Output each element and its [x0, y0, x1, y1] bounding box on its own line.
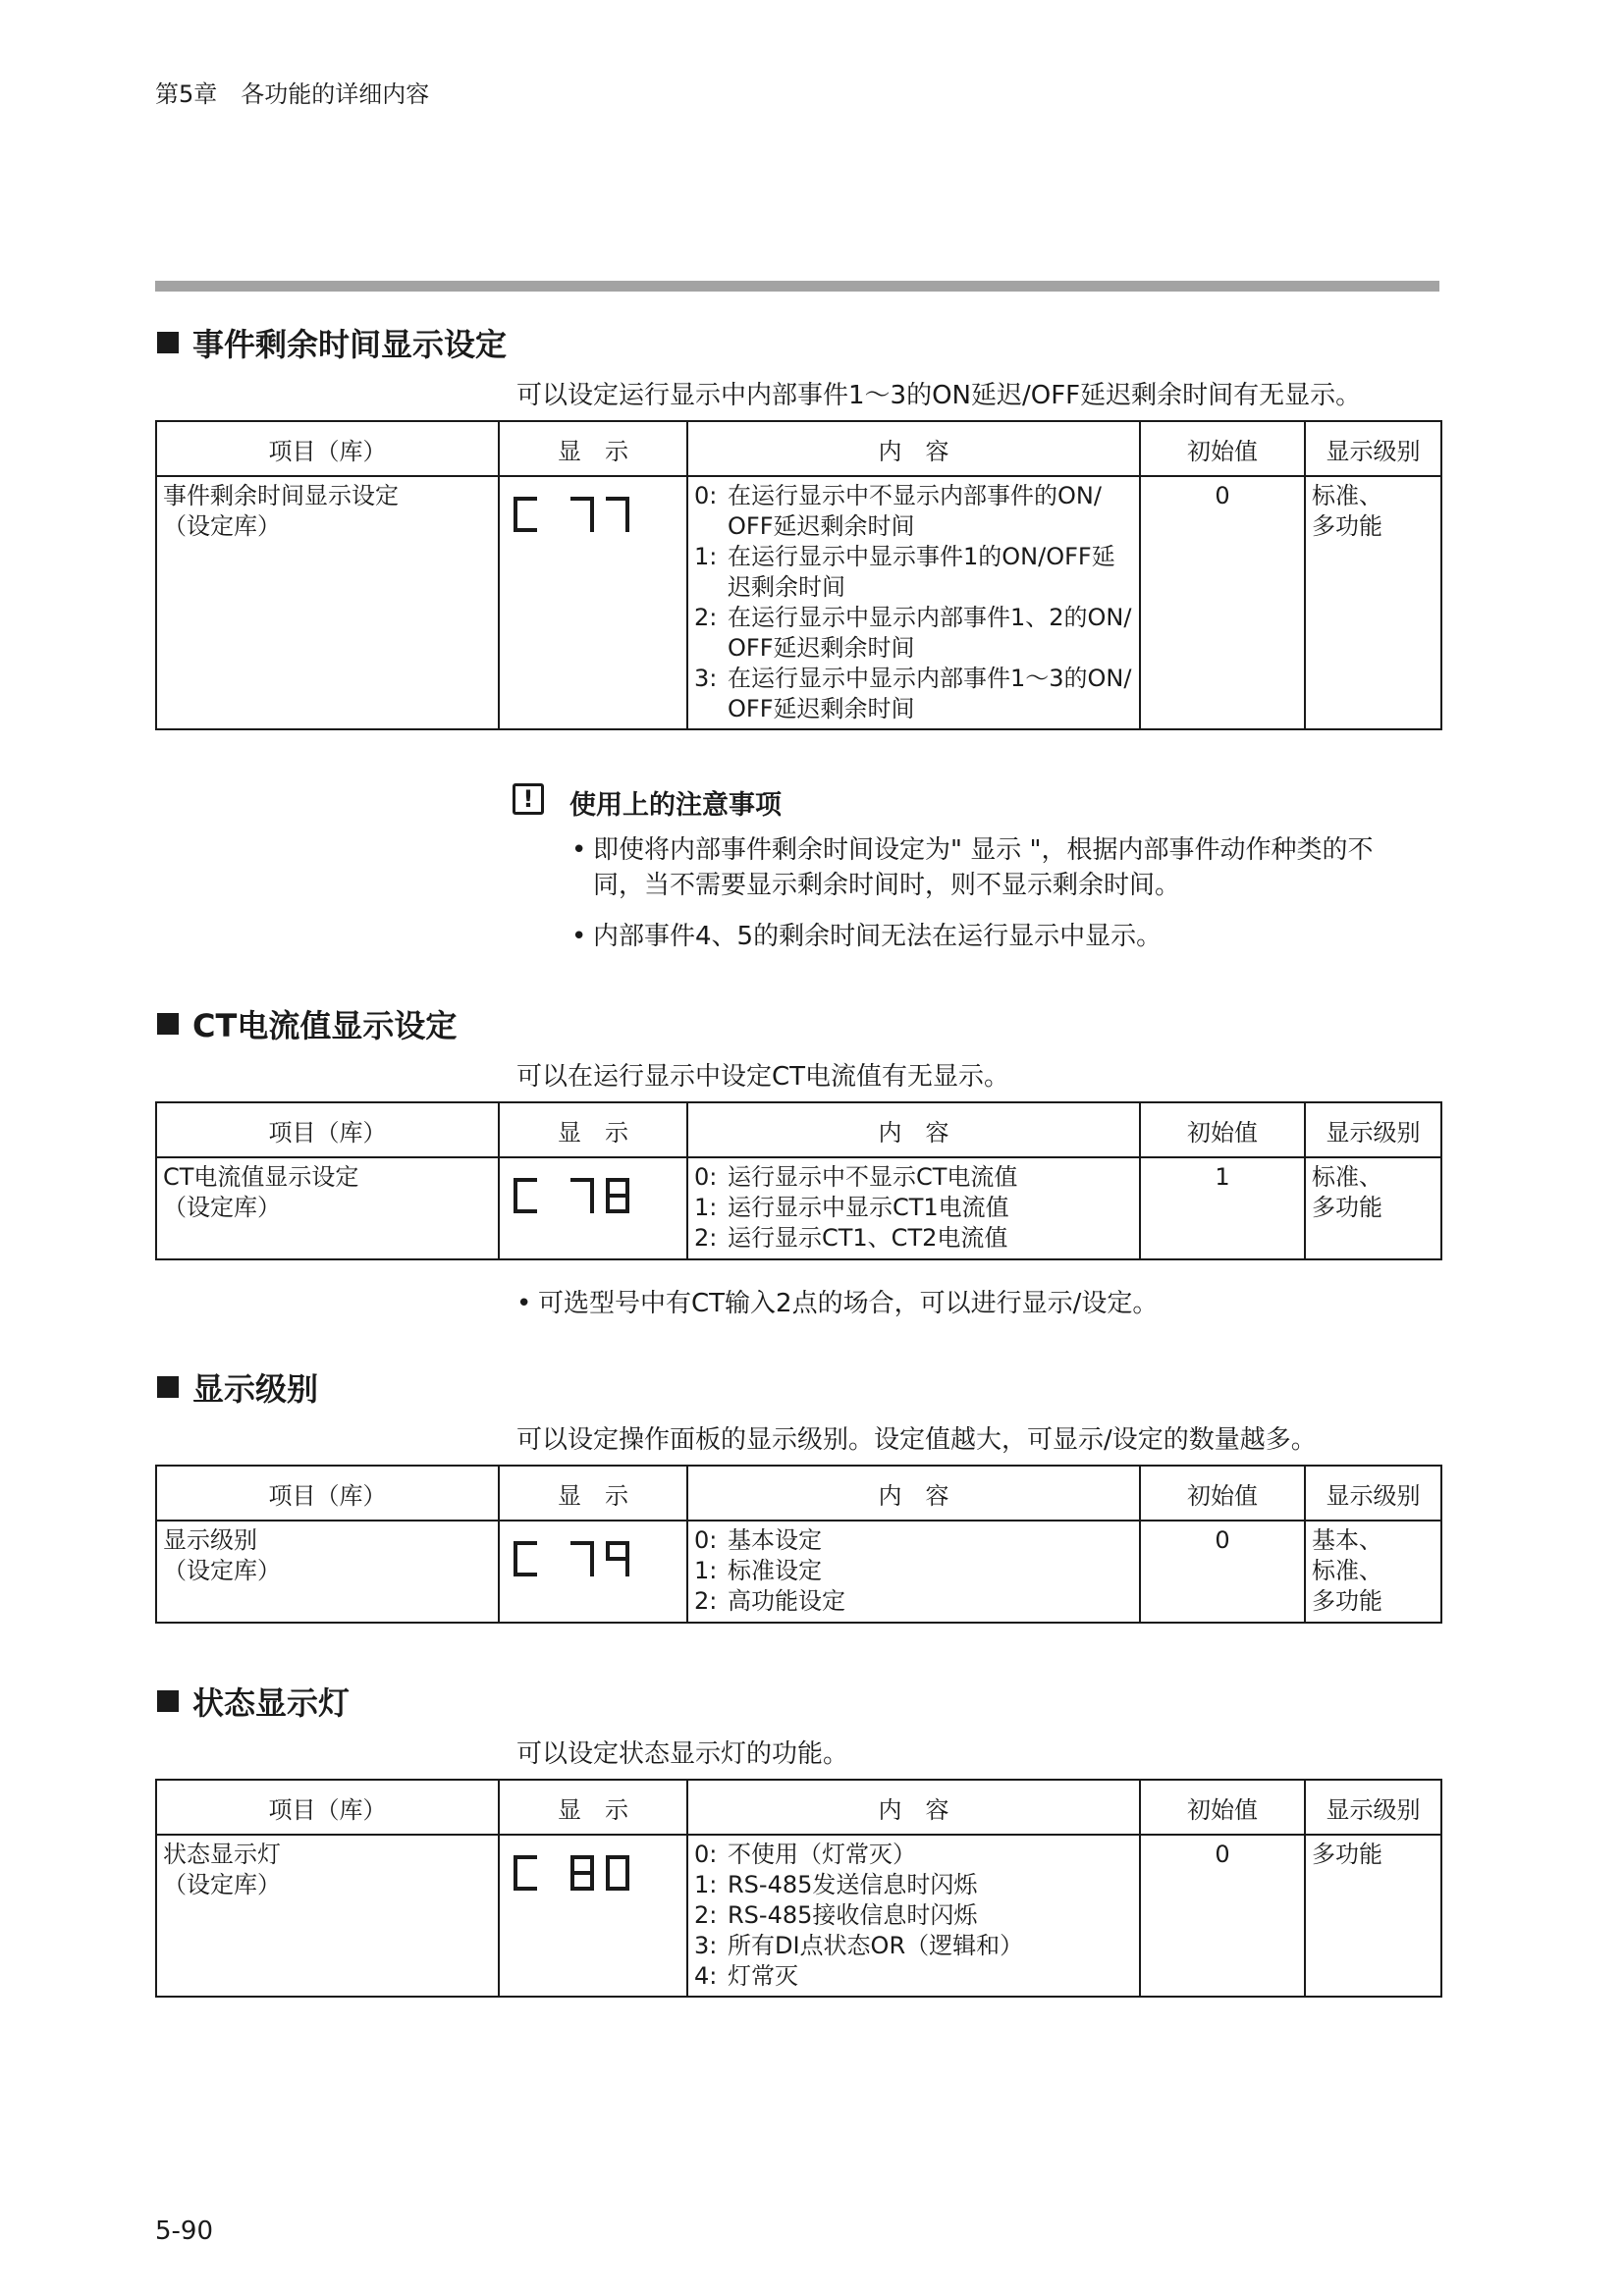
- section-title-display-level: [157, 1364, 318, 1410]
- ct-note: [516, 1286, 1422, 1321]
- caution-item: [571, 832, 1447, 903]
- header-item: 项目（库）: [156, 1466, 499, 1521]
- initial-value: 0: [1215, 482, 1230, 509]
- caution-item-text: 内部事件4、5的剩余时间无法在运行显示中显示。: [593, 922, 1163, 951]
- segment-display: [500, 1158, 686, 1227]
- page-number: 5-90: [155, 2216, 214, 2246]
- caution-item: [571, 919, 1447, 954]
- header-initial: 初始值: [1140, 421, 1305, 476]
- option-text: 在运行显示中显示内部事件1～3的ON/ OFF延迟剩余时间: [728, 665, 1132, 722]
- display-level: 基本、 标准、 多功能: [1312, 1526, 1382, 1615]
- contents-option: [694, 542, 1133, 603]
- option-number: 3:: [694, 665, 718, 692]
- ct-note-text: 可选型号中有CT输入2点的场合，可以进行显示/设定。: [538, 1289, 1159, 1318]
- square-bullet-icon: [157, 1376, 179, 1398]
- header-contents: 内 容: [687, 1780, 1140, 1835]
- option-text: 运行显示CT1、CT2电流值: [728, 1224, 1008, 1252]
- segment-code-icon: [508, 1535, 645, 1584]
- section-title-ct-current: [157, 1001, 457, 1046]
- option-text: 运行显示中不显示CT电流值: [728, 1163, 1018, 1191]
- bullet-dot-icon: •: [571, 835, 587, 865]
- display-level: 标准、 多功能: [1312, 482, 1382, 540]
- segment-code-icon: [508, 1849, 645, 1898]
- display-level: 多功能: [1312, 1841, 1382, 1868]
- caution-title: 使用上的注意事项: [569, 790, 782, 821]
- caution-icon: !: [513, 783, 544, 815]
- header-level: 显示级别: [1305, 1102, 1441, 1157]
- contents-option: [694, 664, 1133, 724]
- header-level: 显示级别: [1305, 421, 1441, 476]
- contents-cell: [688, 1836, 1139, 1996]
- contents-option: [694, 1193, 1133, 1223]
- option-text: 在运行显示中不显示内部事件的ON/ OFF延迟剩余时间: [728, 482, 1102, 540]
- header-initial: 初始值: [1140, 1466, 1305, 1521]
- item-cell: 状态显示灯 （设定库）: [163, 1841, 281, 1898]
- square-bullet-icon: [157, 332, 179, 353]
- contents-option: [694, 1223, 1133, 1254]
- header-level: 显示级别: [1305, 1466, 1441, 1521]
- contents-option: [694, 1525, 1133, 1556]
- contents-option: [694, 1870, 1133, 1900]
- settings-table: [155, 420, 1442, 730]
- option-number: 1:: [694, 1194, 718, 1221]
- option-number: 0:: [694, 1526, 718, 1554]
- option-text: 在运行显示中显示内部事件1、2的ON/ OFF延迟剩余时间: [728, 604, 1132, 662]
- option-text: 灯常灭: [728, 1962, 798, 1990]
- initial-value: 0: [1215, 1526, 1230, 1554]
- option-text: RS-485发送信息时闪烁: [728, 1871, 978, 1898]
- section-title-text: 显示级别: [192, 1370, 319, 1408]
- option-number: 2:: [694, 1587, 718, 1615]
- contents-option: [694, 1961, 1133, 1992]
- chapter-header: 第5章 各功能的详细内容: [155, 80, 430, 108]
- header-contents: 内 容: [687, 421, 1140, 476]
- item-cell: CT电流值显示设定 （设定库）: [163, 1163, 359, 1221]
- option-number: 0:: [694, 1841, 718, 1868]
- settings-table: [155, 1779, 1442, 1998]
- section-description: 可以设定运行显示中内部事件1～3的ON延迟/OFF延迟剩余时间有无显示。: [516, 381, 1362, 410]
- option-text: 所有DI点状态OR（逻辑和）: [728, 1932, 1024, 1959]
- header-display: 显 示: [499, 421, 687, 476]
- header-contents: 内 容: [687, 1102, 1140, 1157]
- option-text: 基本设定: [728, 1526, 822, 1554]
- segment-display: [500, 1836, 686, 1904]
- contents-cell: [688, 1158, 1139, 1257]
- option-text: 在运行显示中显示事件1的ON/OFF延 迟剩余时间: [728, 543, 1115, 601]
- contents-option: [694, 1931, 1133, 1961]
- contents-option: [694, 481, 1133, 542]
- option-number: 2:: [694, 1224, 718, 1252]
- square-bullet-icon: [157, 1013, 179, 1035]
- section-divider: [155, 281, 1439, 292]
- contents-option: [694, 1840, 1133, 1870]
- contents-option: [694, 1900, 1133, 1931]
- header-item: 项目（库）: [156, 1780, 499, 1835]
- contents-option: [694, 603, 1133, 664]
- option-text: 不使用（灯常灭）: [728, 1841, 916, 1868]
- contents-option: [694, 1586, 1133, 1617]
- header-display: 显 示: [499, 1102, 687, 1157]
- segment-display: [500, 1522, 686, 1590]
- section-title-event-remaining-time: [157, 320, 507, 365]
- section-title-text: 事件剩余时间显示设定: [192, 326, 508, 363]
- section-description: 可以在运行显示中设定CT电流值有无显示。: [516, 1062, 1010, 1092]
- segment-code-icon: [508, 1172, 645, 1221]
- header-item: 项目（库）: [156, 1102, 499, 1157]
- option-number: 0:: [694, 482, 718, 509]
- bullet-dot-icon: •: [571, 922, 587, 951]
- contents-cell: [688, 477, 1139, 728]
- initial-value: 0: [1215, 1841, 1230, 1868]
- square-bullet-icon: [157, 1690, 179, 1712]
- option-number: 1:: [694, 543, 718, 570]
- settings-table: [155, 1101, 1442, 1260]
- option-number: 2:: [694, 1901, 718, 1929]
- header-item: 项目（库）: [156, 421, 499, 476]
- display-level: 标准、 多功能: [1312, 1163, 1382, 1221]
- header-level: 显示级别: [1305, 1780, 1441, 1835]
- contents-option: [694, 1162, 1133, 1193]
- settings-table: [155, 1465, 1442, 1624]
- header-display: 显 示: [499, 1466, 687, 1521]
- section-title-text: CT电流值显示设定: [192, 1007, 458, 1044]
- header-display: 显 示: [499, 1780, 687, 1835]
- bullet-dot-icon: •: [516, 1289, 532, 1318]
- contents-cell: [688, 1522, 1139, 1621]
- item-cell: 事件剩余时间显示设定 （设定库）: [163, 482, 399, 540]
- option-text: 标准设定: [728, 1557, 822, 1584]
- section-title-text: 状态显示灯: [192, 1684, 351, 1722]
- section-description: 可以设定操作面板的显示级别。设定值越大，可显示/设定的数量越多。: [516, 1425, 1317, 1455]
- option-number: 0:: [694, 1163, 718, 1191]
- section-description: 可以设定状态显示灯的功能。: [516, 1739, 849, 1769]
- option-text: 高功能设定: [728, 1587, 845, 1615]
- caution-item-text: 即使将内部事件剩余时间设定为" 显示 "，根据内部事件动作种类的不 同，当不需要显示剩余时间时，则不显示剩余时间。: [593, 835, 1374, 900]
- header-contents: 内 容: [687, 1466, 1140, 1521]
- option-number: 4:: [694, 1962, 718, 1990]
- segment-code-icon: [508, 491, 645, 540]
- option-text: RS-485接收信息时闪烁: [728, 1901, 978, 1929]
- segment-display: [500, 477, 686, 546]
- section-title-status-lamp: [157, 1679, 350, 1724]
- option-number: 3:: [694, 1932, 718, 1959]
- header-initial: 初始值: [1140, 1780, 1305, 1835]
- option-text: 运行显示中显示CT1电流值: [728, 1194, 1009, 1221]
- option-number: 1:: [694, 1871, 718, 1898]
- header-initial: 初始值: [1140, 1102, 1305, 1157]
- initial-value: 1: [1215, 1163, 1230, 1191]
- option-number: 1:: [694, 1557, 718, 1584]
- contents-option: [694, 1556, 1133, 1586]
- option-number: 2:: [694, 604, 718, 631]
- item-cell: 显示级别 （设定库）: [163, 1526, 281, 1584]
